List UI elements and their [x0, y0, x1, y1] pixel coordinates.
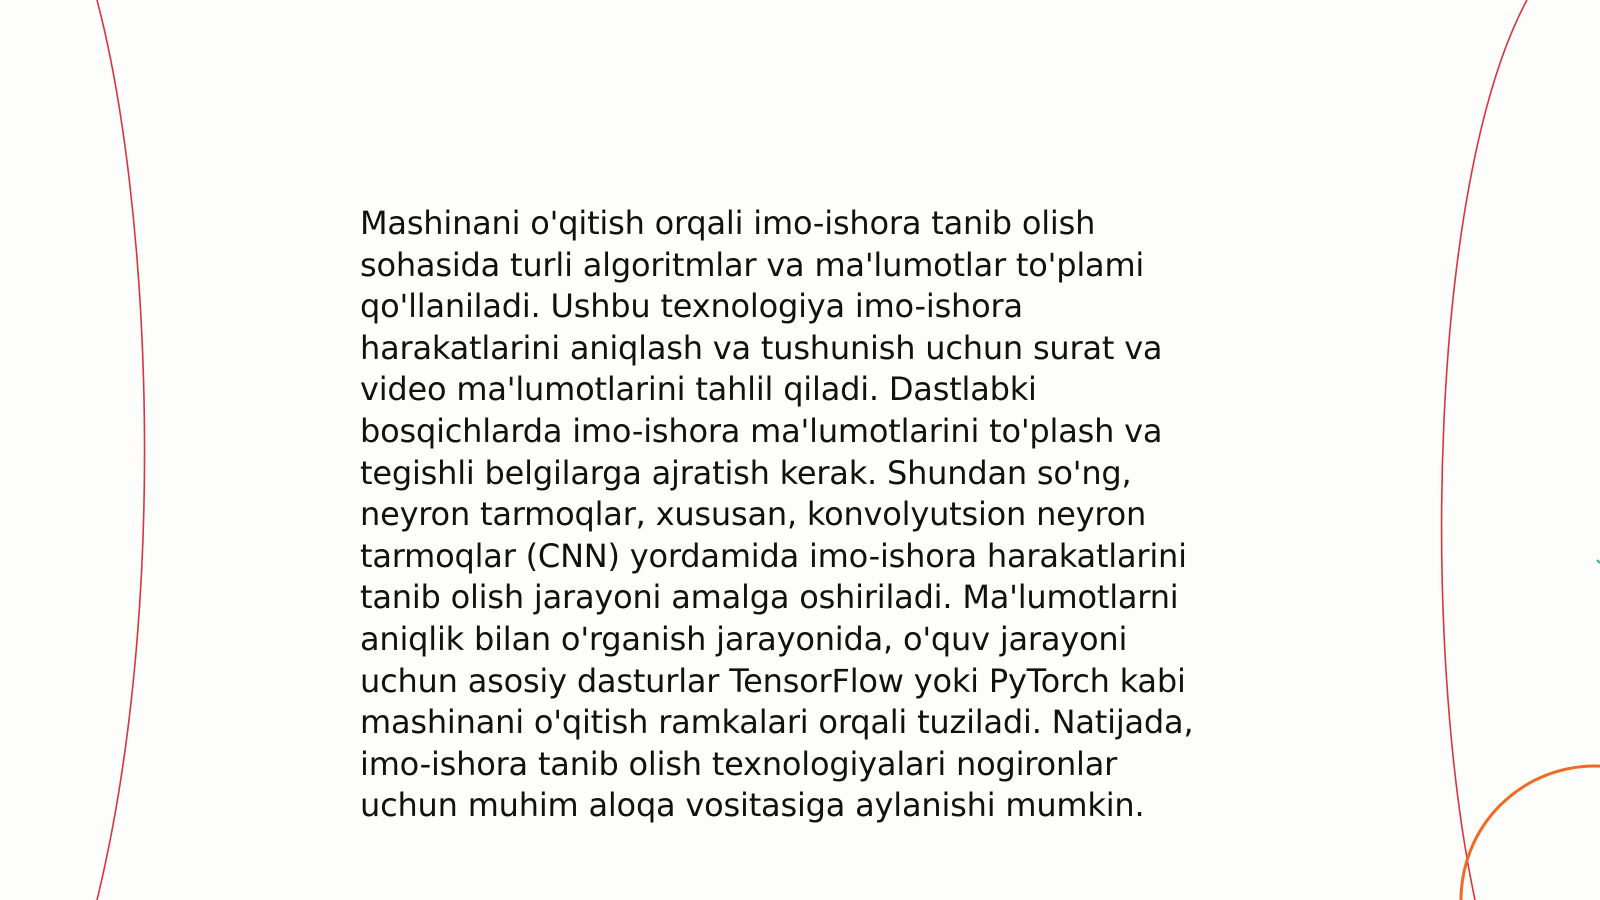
orange-circle — [1461, 766, 1600, 900]
body-paragraph: Mashinani o'qitish orqali imo-ishora tanib olish sohasida turli algoritmlar va ma'lumotlar to'plami qo'llaniladi. Ushbu texnologiya imo-ishora harakatlarini aniqlash va tushunish uchun surat va video ma'lumotlarini tahlil qiladi. Dastlabki bosqichlarda imo-ishora ma'lumotlarini to'plash va tegishli belgilarga ajratish kerak. Shundan so'ng, neyron tarmoqlar, xususan, konvolyutsion neyron tarmoqlar (CNN) yordamida imo-ishora harakatlarini tanib olish jarayoni amalga oshiriladi. Ma'lumotlarni aniqlik bilan o'rganish jarayonida, o'quv jarayoni uchun asosiy dasturlar TensorFlow yoki PyTorch kabi mashinani o'qitish ramkalari orqali tuziladi. Natijada, imo-ishora tanib olish texnologiyalari nogironlar uchun muhim aloqa vositasiga aylanishi mumkin. — [360, 204, 1194, 825]
right-red-curve — [1442, 0, 1527, 900]
left-red-curve — [97, 0, 145, 900]
